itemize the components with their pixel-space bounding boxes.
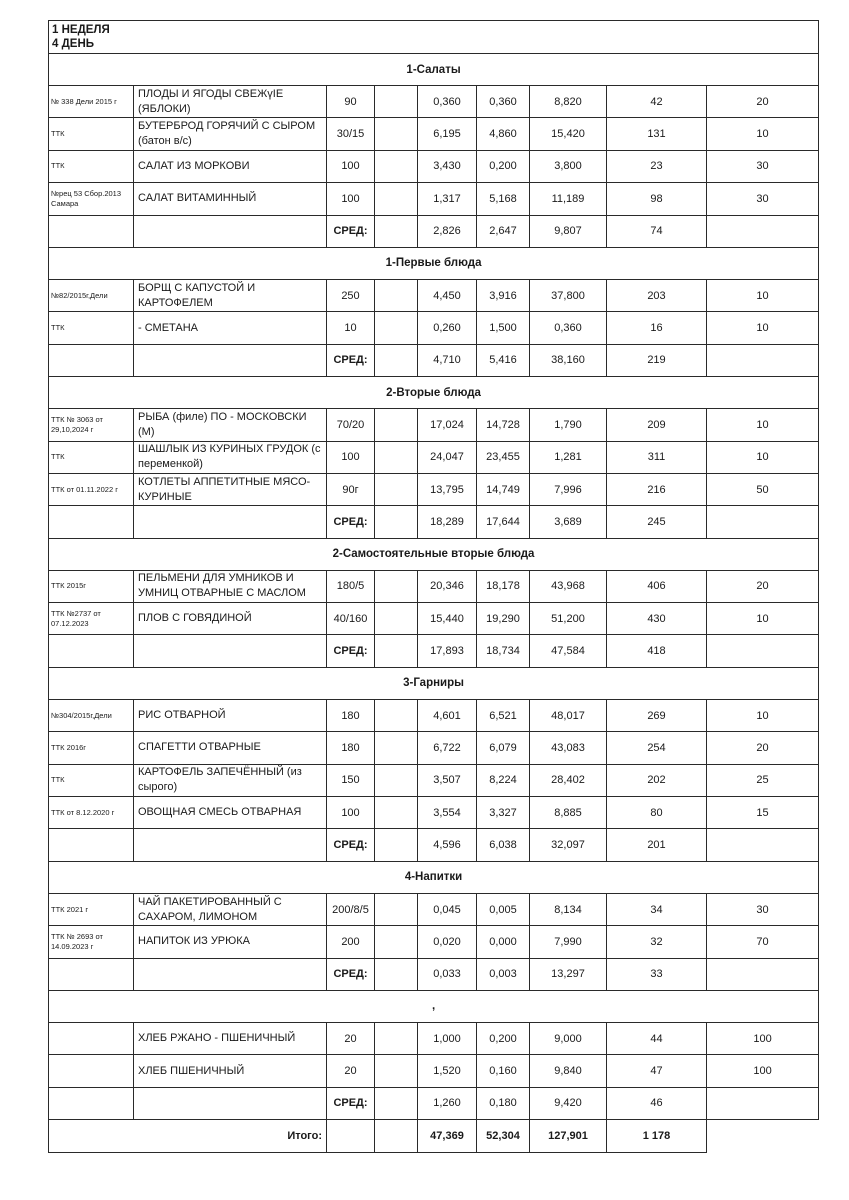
section-header (49, 377, 819, 409)
price-value: 50 (707, 473, 819, 505)
empty-cell (375, 926, 418, 958)
carbs-value: 1,790 (530, 409, 607, 441)
carbs-value: 8,134 (530, 893, 607, 925)
protein-value: 4,450 (418, 279, 477, 311)
kcal-value: 406 (607, 570, 707, 602)
avg-carbs: 9,420 (530, 1087, 607, 1119)
empty-cell (375, 1087, 418, 1119)
sheet-title (49, 21, 819, 54)
avg-protein: 1,260 (418, 1087, 477, 1119)
portion-yield: 250 (327, 279, 375, 311)
recipe-source: ТТК (49, 764, 134, 796)
portion-yield: 40/160 (327, 603, 375, 635)
empty-cell (707, 506, 819, 538)
carbs-value: 11,189 (530, 183, 607, 215)
price-value: 10 (707, 312, 819, 344)
section-title: 1-Салаты (49, 54, 819, 86)
price-value: 70 (707, 926, 819, 958)
empty-cell (375, 893, 418, 925)
carbs-value: 43,968 (530, 570, 607, 602)
protein-value: 3,554 (418, 797, 477, 829)
dish-row (49, 732, 819, 764)
fat-value: 3,916 (477, 279, 530, 311)
empty-cell (49, 958, 134, 990)
empty-cell (375, 506, 418, 538)
fat-value: 1,500 (477, 312, 530, 344)
fat-value: 18,178 (477, 570, 530, 602)
kcal-value: 254 (607, 732, 707, 764)
fat-value: 5,168 (477, 183, 530, 215)
average-label: СРЕД: (327, 344, 375, 376)
recipe-source: ТТК от 8.12.2020 г (49, 797, 134, 829)
dish-name: ОВОЩНАЯ СМЕСЬ ОТВАРНАЯ (134, 797, 327, 829)
avg-kcal: 245 (607, 506, 707, 538)
recipe-source: ТТК 2015г (49, 570, 134, 602)
section-header (49, 667, 819, 699)
recipe-source: ТТК (49, 150, 134, 182)
recipe-source: ТТК (49, 312, 134, 344)
kcal-value: 269 (607, 699, 707, 731)
recipe-source (49, 1055, 134, 1087)
dish-name: - СМЕТАНА (134, 312, 327, 344)
dish-row (49, 86, 819, 118)
average-label: СРЕД: (327, 506, 375, 538)
empty-cell (49, 506, 134, 538)
avg-fat: 0,003 (477, 958, 530, 990)
kcal-value: 47 (607, 1055, 707, 1087)
avg-fat: 17,644 (477, 506, 530, 538)
protein-value: 24,047 (418, 441, 477, 473)
average-row (49, 344, 819, 376)
avg-carbs: 13,297 (530, 958, 607, 990)
dish-row (49, 926, 819, 958)
carbs-value: 15,420 (530, 118, 607, 150)
dish-row (49, 150, 819, 182)
avg-fat: 18,734 (477, 635, 530, 667)
price-value: 100 (707, 1055, 819, 1087)
avg-kcal: 201 (607, 829, 707, 861)
average-row (49, 215, 819, 247)
empty-cell (375, 732, 418, 764)
avg-carbs: 32,097 (530, 829, 607, 861)
avg-kcal: 74 (607, 215, 707, 247)
price-value: 20 (707, 732, 819, 764)
protein-value: 20,346 (418, 570, 477, 602)
kcal-value: 131 (607, 118, 707, 150)
empty-cell (375, 312, 418, 344)
average-row (49, 958, 819, 990)
fat-value: 6,521 (477, 699, 530, 731)
total-fat: 52,304 (477, 1120, 530, 1153)
portion-yield: 150 (327, 764, 375, 796)
price-value: 10 (707, 118, 819, 150)
total-kcal: 1 178 (607, 1120, 707, 1153)
empty-cell (375, 279, 418, 311)
average-label: СРЕД: (327, 958, 375, 990)
fat-value: 0,005 (477, 893, 530, 925)
dish-name: ПЕЛЬМЕНИ ДЛЯ УМНИКОВ И УМНИЦ ОТВАРНЫЕ С МАСЛОМ (134, 570, 327, 602)
dish-row (49, 893, 819, 925)
kcal-value: 44 (607, 1022, 707, 1054)
empty-cell (375, 441, 418, 473)
fat-value: 14,728 (477, 409, 530, 441)
average-label: СРЕД: (327, 1087, 375, 1119)
empty-cell (134, 829, 327, 861)
empty-cell (49, 215, 134, 247)
empty-cell (707, 1087, 819, 1119)
portion-yield: 180 (327, 732, 375, 764)
portion-yield: 100 (327, 150, 375, 182)
dish-name: КАРТОФЕЛЬ ЗАПЕЧЁННЫЙ (из сырого) (134, 764, 327, 796)
dish-name: БОРЩ С КАПУСТОЙ И КАРТОФЕЛЕМ (134, 279, 327, 311)
dish-name: ХЛЕБ РЖАНО - ПШЕНИЧНЫЙ (134, 1022, 327, 1054)
price-value: 25 (707, 764, 819, 796)
empty-cell (327, 1120, 375, 1153)
price-value: 10 (707, 699, 819, 731)
portion-yield: 180 (327, 699, 375, 731)
empty-cell (707, 635, 819, 667)
avg-fat: 5,416 (477, 344, 530, 376)
empty-cell (707, 829, 819, 861)
fat-value: 0,360 (477, 86, 530, 118)
kcal-value: 23 (607, 150, 707, 182)
dish-name: КОТЛЕТЫ АППЕТИТНЫЕ МЯСО-КУРИНЫЕ (134, 473, 327, 505)
section-title: 2-Вторые блюда (49, 377, 819, 409)
kcal-value: 216 (607, 473, 707, 505)
empty-cell (375, 797, 418, 829)
avg-carbs: 38,160 (530, 344, 607, 376)
fat-value: 3,327 (477, 797, 530, 829)
dish-name: ПЛОВ С ГОВЯДИНОЙ (134, 603, 327, 635)
carbs-value: 8,885 (530, 797, 607, 829)
dish-name: НАПИТОК ИЗ УРЮКА (134, 926, 327, 958)
empty-cell (375, 699, 418, 731)
dish-name: ШАШЛЫК ИЗ КУРИНЫХ ГРУДОК (с переменкой) (134, 441, 327, 473)
price-value: 10 (707, 279, 819, 311)
empty-cell (707, 958, 819, 990)
empty-cell (707, 215, 819, 247)
protein-value: 1,317 (418, 183, 477, 215)
dish-row (49, 183, 819, 215)
kcal-value: 34 (607, 893, 707, 925)
portion-yield: 100 (327, 441, 375, 473)
empty-cell (134, 1087, 327, 1119)
carbs-value: 48,017 (530, 699, 607, 731)
protein-value: 6,722 (418, 732, 477, 764)
section-header (49, 538, 819, 570)
recipe-source: ТТК 2016г (49, 732, 134, 764)
empty-cell (49, 635, 134, 667)
empty-cell (134, 215, 327, 247)
sheet-header (49, 21, 819, 54)
section-header (49, 861, 819, 893)
empty-cell (375, 344, 418, 376)
empty-cell (49, 1087, 134, 1119)
recipe-source: №82/2015г,Дели (49, 279, 134, 311)
empty-cell (375, 150, 418, 182)
empty-cell (375, 1055, 418, 1087)
avg-fat: 0,180 (477, 1087, 530, 1119)
empty-cell (375, 603, 418, 635)
avg-fat: 6,038 (477, 829, 530, 861)
carbs-value: 43,083 (530, 732, 607, 764)
fat-value: 0,200 (477, 1022, 530, 1054)
carbs-value: 28,402 (530, 764, 607, 796)
empty-cell (134, 635, 327, 667)
fat-value: 14,749 (477, 473, 530, 505)
average-label: СРЕД: (327, 635, 375, 667)
price-value: 30 (707, 893, 819, 925)
protein-value: 0,045 (418, 893, 477, 925)
dish-row (49, 441, 819, 473)
empty-cell (375, 1022, 418, 1054)
fat-value: 6,079 (477, 732, 530, 764)
total-carbs: 127,901 (530, 1120, 607, 1153)
empty-cell (134, 506, 327, 538)
empty-cell (49, 829, 134, 861)
portion-yield: 20 (327, 1055, 375, 1087)
recipe-source: ТТК от 01.11.2022 г (49, 473, 134, 505)
recipe-source: ТТК (49, 118, 134, 150)
fat-value: 0,000 (477, 926, 530, 958)
dish-row (49, 409, 819, 441)
fat-value: 0,200 (477, 150, 530, 182)
dish-name: РИС ОТВАРНОЙ (134, 699, 327, 731)
fat-value: 8,224 (477, 764, 530, 796)
section-header (49, 247, 819, 279)
empty-cell (375, 215, 418, 247)
avg-kcal: 418 (607, 635, 707, 667)
section-title: 3-Гарниры (49, 667, 819, 699)
fat-value: 23,455 (477, 441, 530, 473)
empty-cell (375, 764, 418, 796)
menu-table (48, 20, 819, 1153)
carbs-value: 9,840 (530, 1055, 607, 1087)
avg-protein: 4,596 (418, 829, 477, 861)
fat-value: 4,860 (477, 118, 530, 150)
portion-yield: 30/15 (327, 118, 375, 150)
dish-row (49, 279, 819, 311)
dish-name: ХЛЕБ ПШЕНИЧНЫЙ (134, 1055, 327, 1087)
empty-cell (134, 344, 327, 376)
recipe-source: ТТК № 3063 от 29,10,2024 г (49, 409, 134, 441)
protein-value: 3,430 (418, 150, 477, 182)
average-label: СРЕД: (327, 829, 375, 861)
protein-value: 0,260 (418, 312, 477, 344)
avg-carbs: 47,584 (530, 635, 607, 667)
empty-cell (375, 86, 418, 118)
carbs-value: 7,990 (530, 926, 607, 958)
avg-protein: 17,893 (418, 635, 477, 667)
portion-yield: 90г (327, 473, 375, 505)
empty-cell (375, 183, 418, 215)
price-value: 10 (707, 409, 819, 441)
kcal-value: 32 (607, 926, 707, 958)
avg-carbs: 9,807 (530, 215, 607, 247)
dish-name: БУТЕРБРОД ГОРЯЧИЙ С СЫРОМ (батон в/с) (134, 118, 327, 150)
fat-value: 0,160 (477, 1055, 530, 1087)
avg-kcal: 46 (607, 1087, 707, 1119)
protein-value: 6,195 (418, 118, 477, 150)
empty-cell (375, 570, 418, 602)
protein-value: 15,440 (418, 603, 477, 635)
carbs-value: 0,360 (530, 312, 607, 344)
kcal-value: 209 (607, 409, 707, 441)
carbs-value: 3,800 (530, 150, 607, 182)
dish-row (49, 118, 819, 150)
avg-protein: 0,033 (418, 958, 477, 990)
week-label: 1 НЕДЕЛЯ (52, 24, 110, 36)
price-value: 30 (707, 183, 819, 215)
dish-row (49, 797, 819, 829)
dish-name: САЛАТ ИЗ МОРКОВИ (134, 150, 327, 182)
avg-protein: 2,826 (418, 215, 477, 247)
dish-row (49, 312, 819, 344)
section-header (49, 54, 819, 86)
price-value: 100 (707, 1022, 819, 1054)
empty-cell (375, 635, 418, 667)
kcal-value: 80 (607, 797, 707, 829)
avg-protein: 4,710 (418, 344, 477, 376)
portion-yield: 20 (327, 1022, 375, 1054)
portion-yield: 180/5 (327, 570, 375, 602)
avg-protein: 18,289 (418, 506, 477, 538)
dish-row (49, 699, 819, 731)
total-label: Итого: (49, 1120, 327, 1153)
carbs-value: 1,281 (530, 441, 607, 473)
recipe-source: ТТК 2021 г (49, 893, 134, 925)
recipe-source: № 338 Дели 2015 г (49, 86, 134, 118)
dish-name: ПЛОДЫ И ЯГОДЫ СВЕЖүIE (ЯБЛОКИ) (134, 86, 327, 118)
recipe-source: №рец 53 Сбор.2013 Самара (49, 183, 134, 215)
kcal-value: 42 (607, 86, 707, 118)
portion-yield: 100 (327, 183, 375, 215)
dish-row (49, 1055, 819, 1087)
menu-sheet (48, 20, 818, 1153)
carbs-value: 51,200 (530, 603, 607, 635)
carbs-value: 9,000 (530, 1022, 607, 1054)
section-title: , (49, 990, 819, 1022)
average-row (49, 829, 819, 861)
fat-value: 19,290 (477, 603, 530, 635)
empty-cell (49, 344, 134, 376)
protein-value: 1,520 (418, 1055, 477, 1087)
empty-cell (375, 829, 418, 861)
kcal-value: 16 (607, 312, 707, 344)
portion-yield: 10 (327, 312, 375, 344)
section-header (49, 990, 819, 1022)
portion-yield: 70/20 (327, 409, 375, 441)
protein-value: 17,024 (418, 409, 477, 441)
portion-yield: 200/8/5 (327, 893, 375, 925)
protein-value: 13,795 (418, 473, 477, 505)
total-row (49, 1120, 819, 1153)
average-row (49, 635, 819, 667)
recipe-source: ТТК № 2693 от 14.09.2023 г (49, 926, 134, 958)
price-value: 15 (707, 797, 819, 829)
price-value: 20 (707, 570, 819, 602)
kcal-value: 430 (607, 603, 707, 635)
empty-cell (375, 473, 418, 505)
empty-cell (134, 958, 327, 990)
protein-value: 0,020 (418, 926, 477, 958)
kcal-value: 202 (607, 764, 707, 796)
dish-name: РЫБА (филе) ПО - МОСКОВСКИ (М) (134, 409, 327, 441)
avg-kcal: 33 (607, 958, 707, 990)
portion-yield: 100 (327, 797, 375, 829)
section-title: 2-Самостоятельные вторые блюда (49, 538, 819, 570)
dish-name: СПАГЕТТИ ОТВАРНЫЕ (134, 732, 327, 764)
kcal-value: 311 (607, 441, 707, 473)
dish-name: САЛАТ ВИТАМИННЫЙ (134, 183, 327, 215)
avg-fat: 2,647 (477, 215, 530, 247)
recipe-source (49, 1022, 134, 1054)
portion-yield: 90 (327, 86, 375, 118)
empty-cell (375, 958, 418, 990)
recipe-source: №304/2015г,Дели (49, 699, 134, 731)
carbs-value: 37,800 (530, 279, 607, 311)
section-title: 1-Первые блюда (49, 247, 819, 279)
dish-row (49, 570, 819, 602)
dish-row (49, 1022, 819, 1054)
average-row (49, 506, 819, 538)
price-value: 20 (707, 86, 819, 118)
price-value: 10 (707, 603, 819, 635)
section-title: 4-Напитки (49, 861, 819, 893)
dish-row (49, 603, 819, 635)
portion-yield: 200 (327, 926, 375, 958)
average-row (49, 1087, 819, 1119)
recipe-source: ТТК (49, 441, 134, 473)
dish-name: ЧАЙ ПАКЕТИРОВАННЫЙ С САХАРОМ, ЛИМОНОМ (134, 893, 327, 925)
empty-cell (375, 1120, 418, 1153)
average-label: СРЕД: (327, 215, 375, 247)
carbs-value: 8,820 (530, 86, 607, 118)
kcal-value: 98 (607, 183, 707, 215)
day-label: 4 ДЕНЬ (52, 38, 95, 50)
protein-value: 4,601 (418, 699, 477, 731)
dish-row (49, 764, 819, 796)
price-value: 30 (707, 150, 819, 182)
total-protein: 47,369 (418, 1120, 477, 1153)
dish-row (49, 473, 819, 505)
empty-cell (375, 409, 418, 441)
kcal-value: 203 (607, 279, 707, 311)
empty-cell (375, 118, 418, 150)
carbs-value: 7,996 (530, 473, 607, 505)
protein-value: 0,360 (418, 86, 477, 118)
recipe-source: ТТК №2737 от 07.12.2023 (49, 603, 134, 635)
protein-value: 3,507 (418, 764, 477, 796)
blank-cell (707, 1120, 819, 1153)
avg-carbs: 3,689 (530, 506, 607, 538)
price-value: 10 (707, 441, 819, 473)
avg-kcal: 219 (607, 344, 707, 376)
protein-value: 1,000 (418, 1022, 477, 1054)
empty-cell (707, 344, 819, 376)
